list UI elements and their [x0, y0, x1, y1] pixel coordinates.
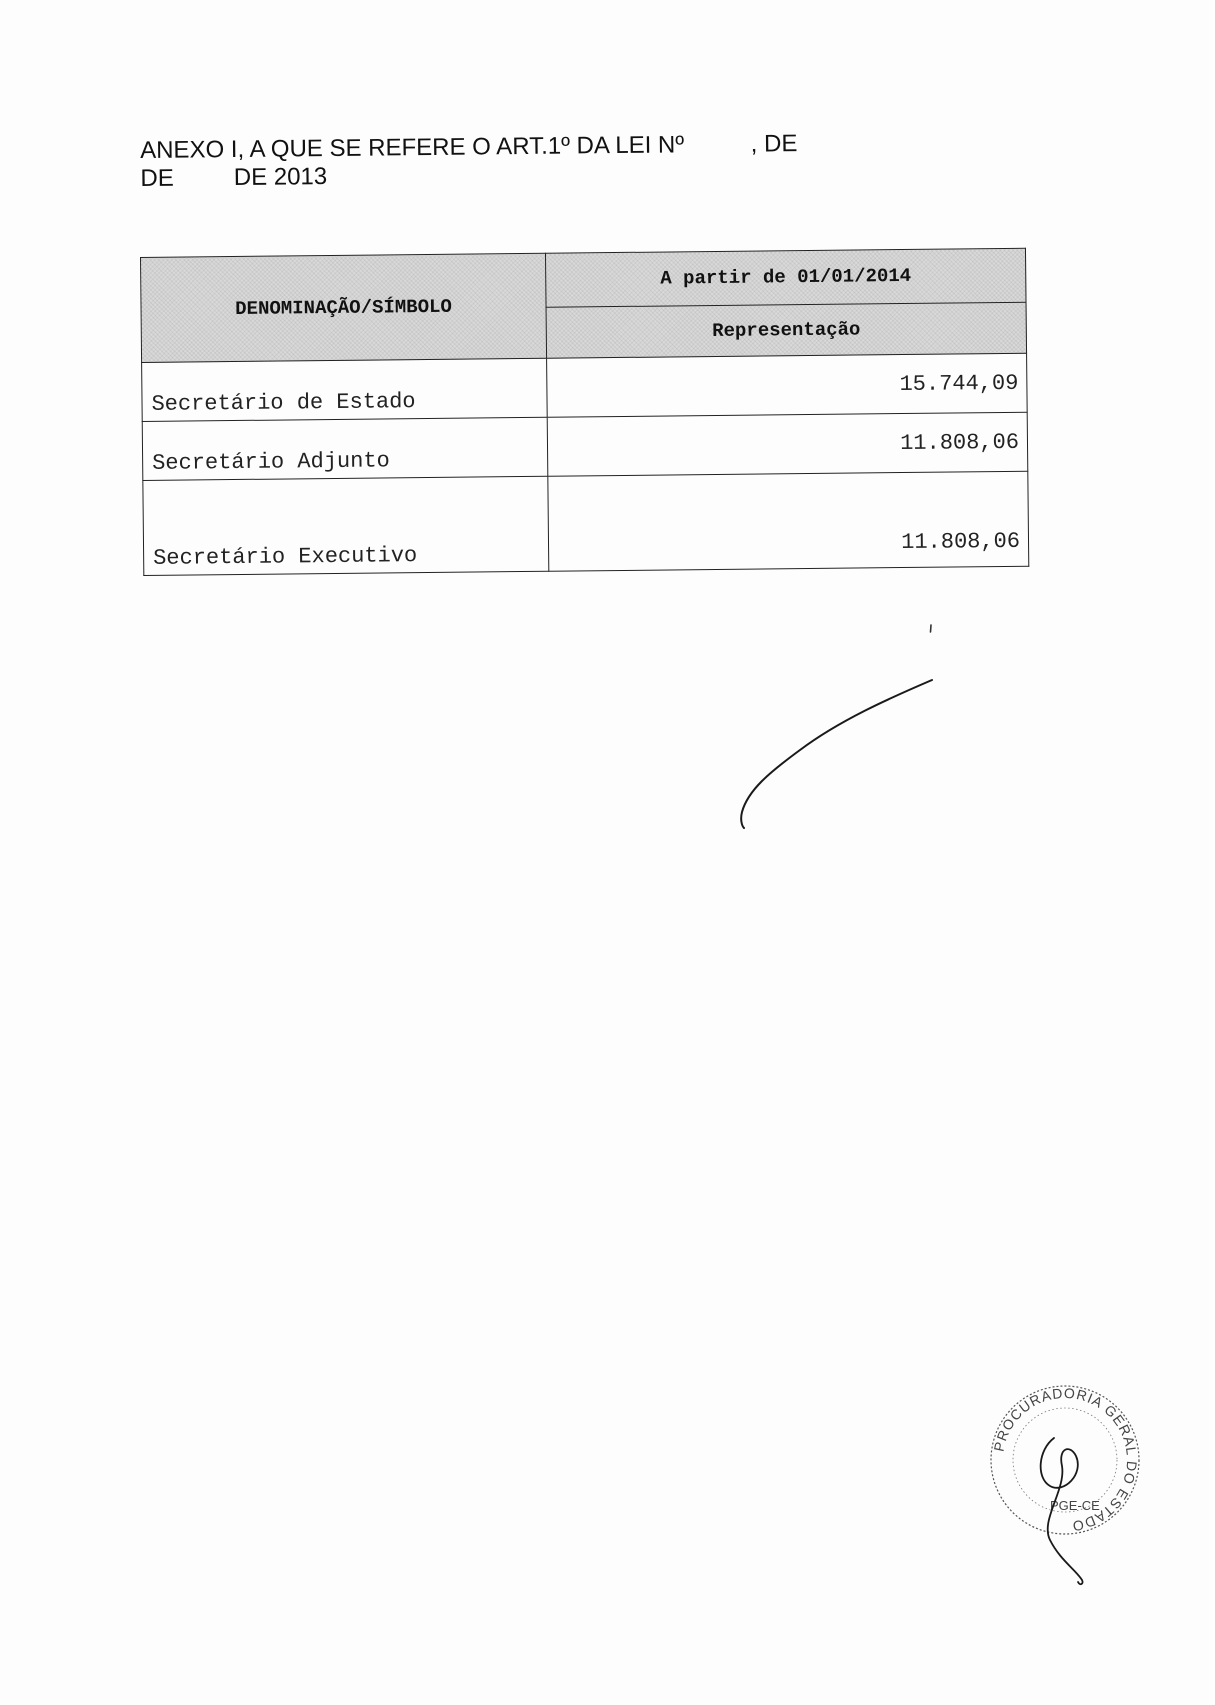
row-label: Secretário Executivo	[143, 476, 549, 575]
table-row	[142, 412, 1028, 480]
seal-ring-text: PROCURADORIA GERAL DO ESTADO	[990, 1384, 1141, 1535]
header-period: A partir de 01/01/2014	[545, 248, 1026, 307]
header-representacao: Representação	[546, 302, 1027, 359]
official-seal-icon	[980, 1370, 1150, 1590]
table-row	[143, 471, 1029, 575]
title-line-2: DE DE 2013	[140, 163, 328, 192]
annex-table-container	[140, 248, 1029, 576]
row-value: 15.744,09	[547, 353, 1028, 417]
row-label: Secretário Adjunto	[142, 417, 548, 480]
annex-table	[140, 248, 1029, 576]
page-title	[140, 129, 901, 193]
header-denominacao: DENOMINAÇÃO/SÍMBOLO	[141, 253, 547, 362]
title-line-1: ANEXO I, A QUE SE REFERE O ART.1º DA LEI Nº , DE	[140, 130, 798, 164]
signature-icon	[720, 620, 950, 840]
row-label: Secretário de Estado	[142, 358, 548, 421]
row-value: 11.808,06	[548, 471, 1029, 571]
seal-inner-text: PGE-CE	[1050, 1498, 1100, 1513]
row-value: 11.808,06	[547, 412, 1028, 476]
table-row	[142, 353, 1028, 421]
